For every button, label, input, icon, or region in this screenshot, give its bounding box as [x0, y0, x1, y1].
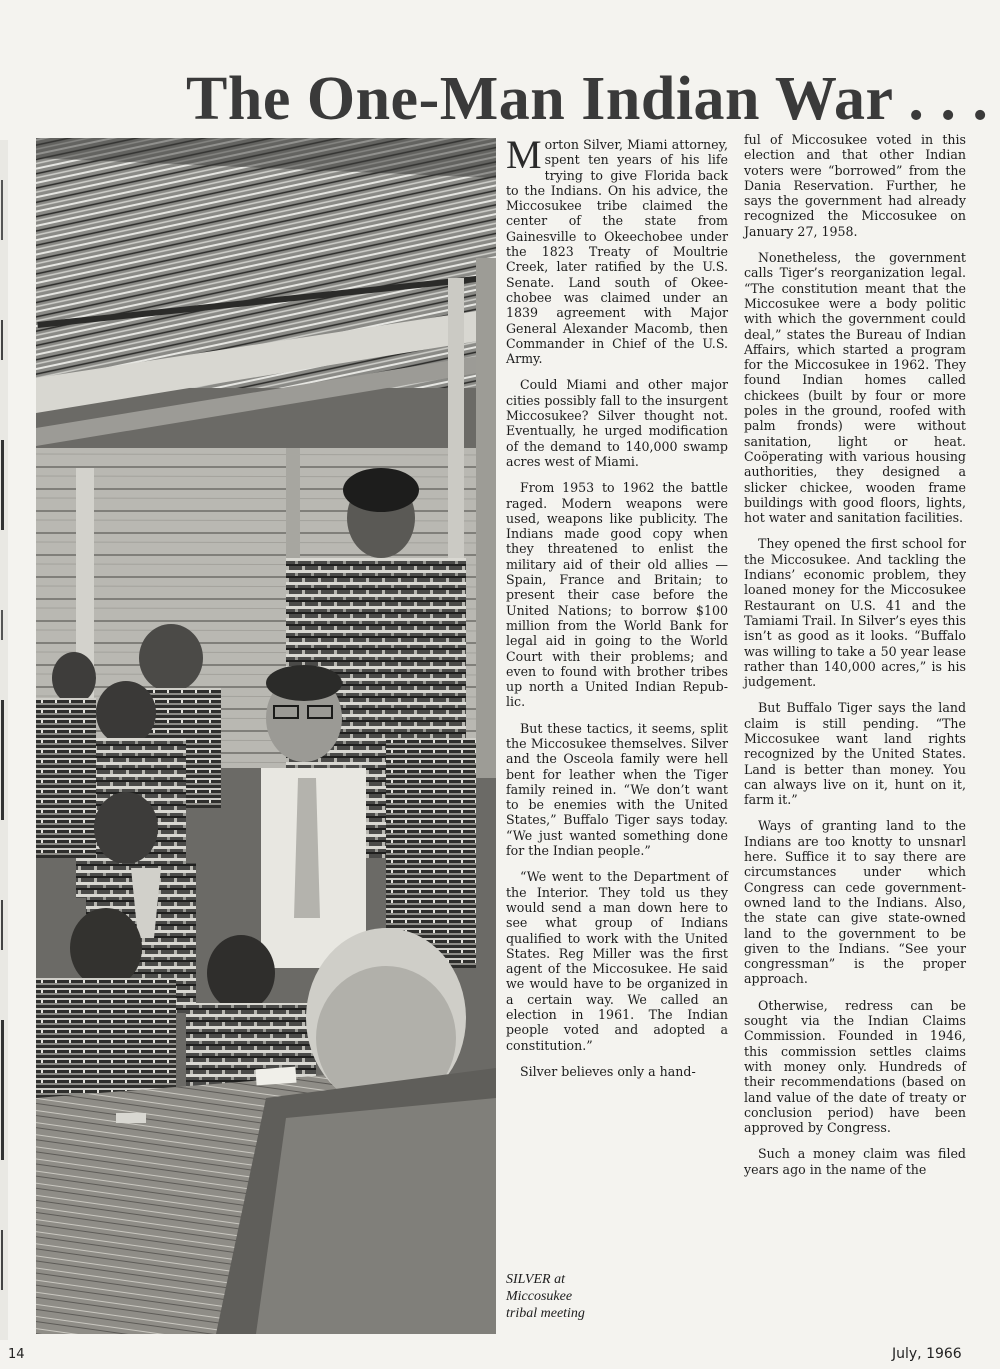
- caption-line: Miccosukee: [506, 1289, 573, 1304]
- article-paragraph: Morton Silver, Miami attorney, spent ten years of his life trying to give Florida back to the Indians. On his advice, the Miccosukee tribe claimed the center of the state from Gainesville to Okeechobee under the 1823 Treaty of Moultrie Creek, later ratified by the U.S. Senate. Land south of Okeechobee was claimed under an 1839 agreement with Major General Alexander Macomb, then Commander in Chief of the U.S. Army.: [506, 132, 728, 367]
- article-paragraph: Nonetheless, the government calls Tiger’s reorganization legal. “The constitution meant that the Miccosukee were a body politic with which the government could deal,” states the Bureau of Indian Affairs, which started a program for the Miccosukee in 1962. They found Indian homes called chickees (built by four or more poles in the ground, roofed with palm fronds) were without sanitation, light or heat. Coöperating with various housing authorities, they designed a slicker chickee, wooden frame buildings with good floors, lights, hot water and sanitation facilities.: [744, 250, 966, 526]
- binding-edge: [0, 140, 8, 1340]
- article-paragraph: ful of Miccosukee voted in this election and that other Indian voters were “borrowed” from the Dania Reservation. Further, he says the government had already recognized the Miccosukee on January 27, 1958.: [744, 132, 966, 239]
- caption-line: tribal meeting: [506, 1306, 585, 1321]
- article-title: The One-Man Indian War . . .: [186, 64, 989, 133]
- article-paragraph: They opened the first school for the Miccosukee. And tackling the Indians’ economic problem, they loaned money for the Miccosukee Restaurant on U.S. 41 and the Tamiami Trail. In Silver’s eyes this isn’t as good as it looks. “Buffalo was willing to take a 50 year lease rather than 140,000 acres,” is his judgement.: [744, 536, 966, 690]
- issue-date: July, 1966: [892, 1346, 962, 1362]
- photo-caption: [506, 1271, 646, 1322]
- article-paragraph: Otherwise, redress can be sought via the Indian Claims Commission. Founded in 1946, this commission settles claims with money only. Hundreds of their recommendations (based on land value of the date of treaty or conclusion period) have been approved by Congress.: [744, 997, 966, 1136]
- caption-line: SILVER at: [506, 1272, 565, 1287]
- article-paragraph: Such a money claim was filed years ago in the name of the: [744, 1146, 966, 1177]
- drop-cap: M: [506, 132, 542, 177]
- article-paragraph: But these tactics, it seems, split the Miccosukee themselves. Silver and the Osceola family were hell bent for leather when the Tiger family reined in. “We don’t want to be enemies with the United States,” Buffalo Tiger says today. “We just wanted something done for the Indian people.”: [506, 720, 728, 859]
- article-paragraph: Could Miami and other major cities possibly fall to the insurgent Miccosukee? Silver thought not. Eventually, he urged modification of the demand to 140,000 swamp acres west of Miami.: [506, 377, 728, 469]
- article-paragraph: Ways of granting land to the Indians are too knotty to unsnarl here. Suffice it to say there are circumstances under which Congress can cede government-owned land to the Indians. Also, the state can give state-owned land to the government to be given to the Indians. “See your congressman” is the proper approach.: [744, 818, 966, 987]
- article-paragraph: “We went to the Department of the Interior. They told us they would send a man down here to see what group of Indians qualified to work with the United States. Reg Miller was the first agent of the Miccosukee. He said we would have to be organized in a certain way. We called an election in 1961. The Indian people voted and adopted a constitution.”: [506, 869, 728, 1053]
- article-column-1: [506, 132, 728, 1090]
- article-column-2: [744, 132, 966, 1188]
- page-number: 14: [8, 1347, 25, 1362]
- meeting-photo: [36, 138, 496, 1334]
- article-paragraph: But Buffalo Tiger says the land claim is still pending. “The Miccosukee want land rights recognized by the United States. Land is better than money. You can always live on it, hunt on it, farm it.”: [744, 700, 966, 808]
- article-paragraph: From 1953 to 1962 the battle raged. Modern weapons were used, weapons like publicity. The Indians made good copy when they threatened to enlist the military aid of their old allies — Spain, France and Britain; to present their case before the United Nations; to borrow $100 million from the World Bank for legal aid in going to the World Court with their problems; and even to found with brother tribes up north a United Indian Republic.: [506, 480, 728, 710]
- article-paragraph: Silver believes only a hand-: [520, 1063, 696, 1079]
